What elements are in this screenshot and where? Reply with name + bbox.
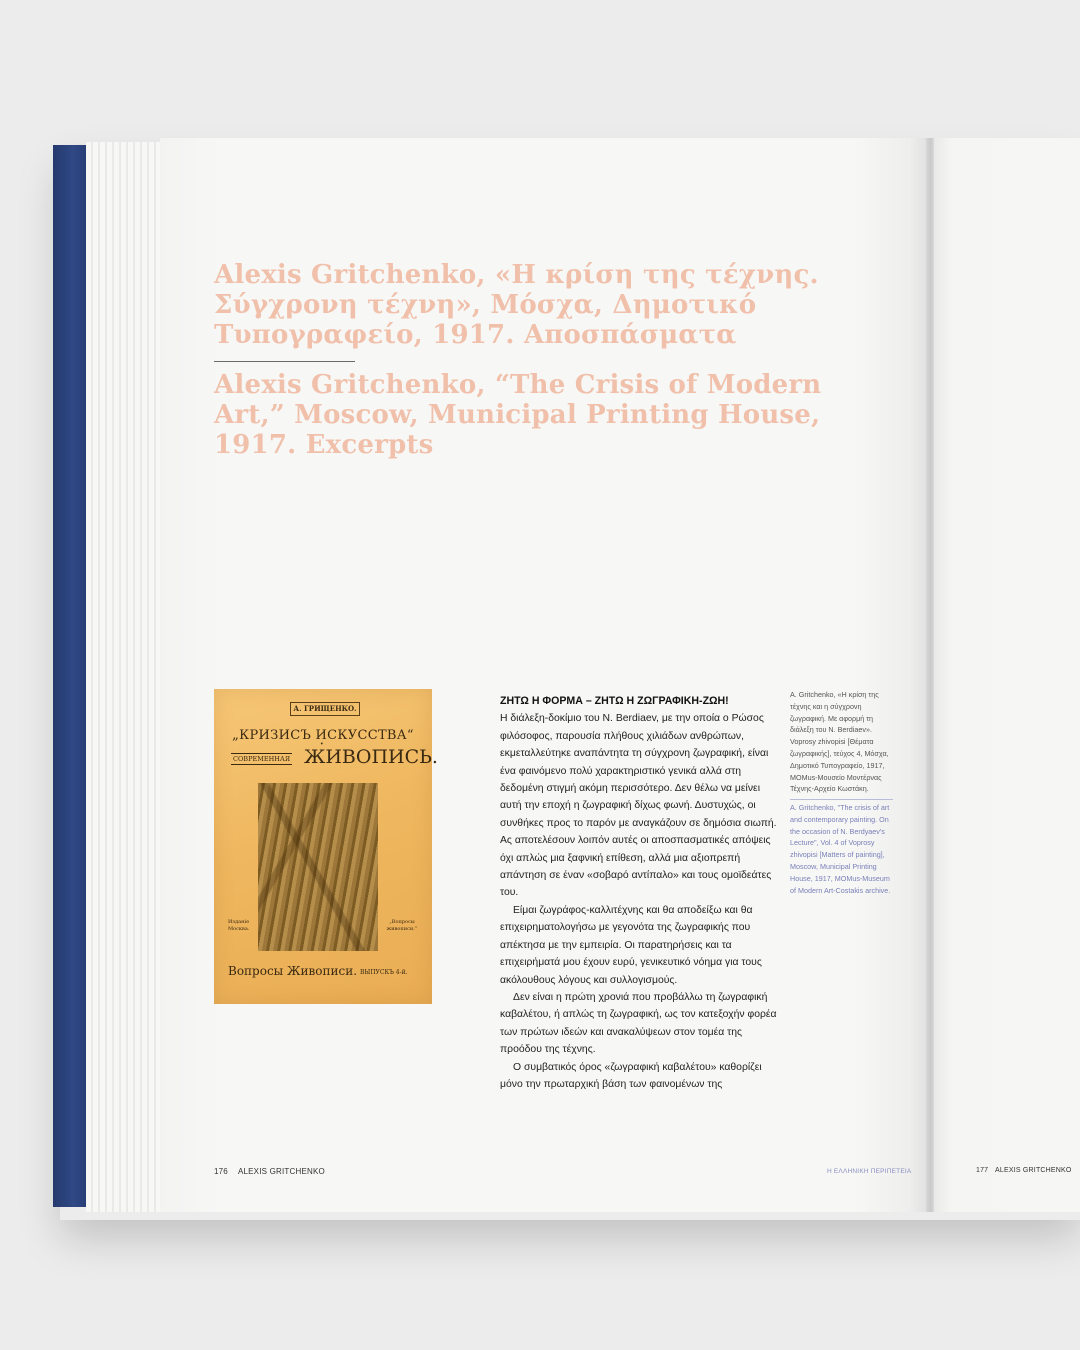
cover-cubist-artwork bbox=[258, 783, 378, 951]
footer-left bbox=[214, 1167, 325, 1176]
running-head: ALEXIS GRITCHENKO bbox=[237, 1167, 325, 1176]
paragraph: Δεν είναι η πρώτη χρονιά που προβάλλω τη ζωγραφική καβαλέτου, ή απλώς τη ζωγραφική, ως τον κατεξοχήν φορέα των πρώτων ιδεών και ανακαλύψεων στον τομέα της προόδου της τέχνης. bbox=[500, 991, 777, 1056]
cover-title: „КРИЗИСЪ ИСКУССТВА“ bbox=[232, 728, 414, 743]
book-cover-image bbox=[214, 689, 438, 1004]
caption-divider bbox=[790, 799, 893, 800]
cover-author: А. ГРИЩЕНКО. bbox=[290, 702, 360, 716]
right-page bbox=[934, 138, 1080, 1212]
running-head: ALEXIS GRITCHENKO bbox=[995, 1167, 1072, 1174]
paragraph: Είμαι ζωγράφος-καλλιτέχνης και θα αποδείξω και θα επιχειρηματολογήσω με γεγονότα της ζωγραφικής που απέκτησα με την εμπειρία. Οι παρατηρήσεις και τα επιχειρήματά μου έχουν ευρύ, γενικευτικό νόημα για τους ακόλουθους λόγους και συλλογισμούς. bbox=[500, 904, 762, 986]
cover-dot: • bbox=[320, 741, 324, 748]
title-english: Alexis Gritchenko, “The Crisis of Modern Art,” Moscow, Municipal Printing House, 1917. Excerpts bbox=[214, 370, 822, 460]
cover-issue: ВЫПУСКЪ 4-й. bbox=[360, 969, 408, 976]
caption-greek: A. Gritchenko, «Η κρίση της τέχνης και η σύγχρονη ζωγραφική. Με αφορμή τη διάλεξη του N. Berdiaev». Voprosy zhivopisi [Θέματα ζωγραφικής], τεύχος 4, Μόσχα, Δημοτικό Τυπογραφείο, 1917, MOMus-Μουσείο Μοντέρνας Τέχνης-Αρχείο Κωστάκη. bbox=[790, 690, 889, 794]
paragraph: Η διάλεξη-δοκίμιο του N. Berdiaev, με την οποία ο Ρώσος φιλόσοφος, παρουσία πλήθους χιλιάδων ανθρώπων, εκμεταλλεύτηκε αναπάντητα τη σύγχρονη ζωγραφική, είναι ένα φαινόμενο πολύ χαρακτηριστικό γενικά αλλά στη δεδομένη στιγμή ακόμη περισσότερο. Δεν θέλω να μείνει αυτή την εποχή η ζωγραφική δίχως φωνή. Δυστυχώς, οι συνθήκες προς το παρόν με αναγκάζουν σε δημόσια σιωπή. Ας αποτελέσουν λοιπόν αυτές οι αποσπασματικές απόψεις όχι απλώς μια ξαφνική επίθεση, αλλά μια αξιοπρεπή απάντηση σε έναν «σοβαρό αντίπαλο» και τους ομοϊδεάτες του. bbox=[500, 713, 777, 899]
body-heading: ΖΗΤΩ Η ΦΟΡΜΑ – ΖΗΤΩ Η ΖΩΓΡΑΦΙΚΗ-ΖΩΗ! bbox=[500, 695, 729, 707]
running-head-section: Η ΕΛΛΗΝΙΚΗ ΠΕΡΙΠΕΤΕΙΑ bbox=[827, 1168, 912, 1175]
body-text bbox=[500, 693, 782, 1093]
cover-subtitle: СОВРЕМЕННАЯ bbox=[233, 755, 291, 763]
page-number: 176 bbox=[214, 1167, 228, 1176]
title-divider bbox=[214, 361, 355, 362]
book-cover-spine bbox=[53, 145, 87, 1207]
page-edges bbox=[86, 142, 168, 1212]
cover-side-left: Изданіе Москва. bbox=[228, 919, 250, 932]
paragraph: Ο συμβατικός όρος «ζωγραφική καβαλέτου» καθορίζει μόνο την πρωταρχική βάση των φαινομένων της bbox=[500, 1061, 762, 1090]
cover-main-title: ЖИВОПИСЬ. bbox=[304, 746, 438, 768]
page-number: 177 bbox=[976, 1167, 989, 1174]
cover-bottom-title: Вопросы Живописи. bbox=[228, 964, 358, 978]
caption-english: A. Gritchenko, "The crisis of art and contemporary painting. On the occasion of N. Berdyaev's Lecture", Vol. 4 of Voprosy zhivopisi [Matters of painting], Moscow, Municipal Printing House, 1917, MOMus-Museum of Modern Art-Costakis archive. bbox=[790, 803, 891, 895]
footer-right-page bbox=[976, 1167, 1072, 1174]
title-greek: Alexis Gritchenko, «Η κρίση της τέχνης. Σύγχρονη τέχνη», Μόσχα, Δημοτικό Τυπογραφείο, 1917. Αποσπάσματα bbox=[214, 260, 819, 350]
cover-side-right: „Вопросы живописи.“ bbox=[386, 919, 418, 932]
